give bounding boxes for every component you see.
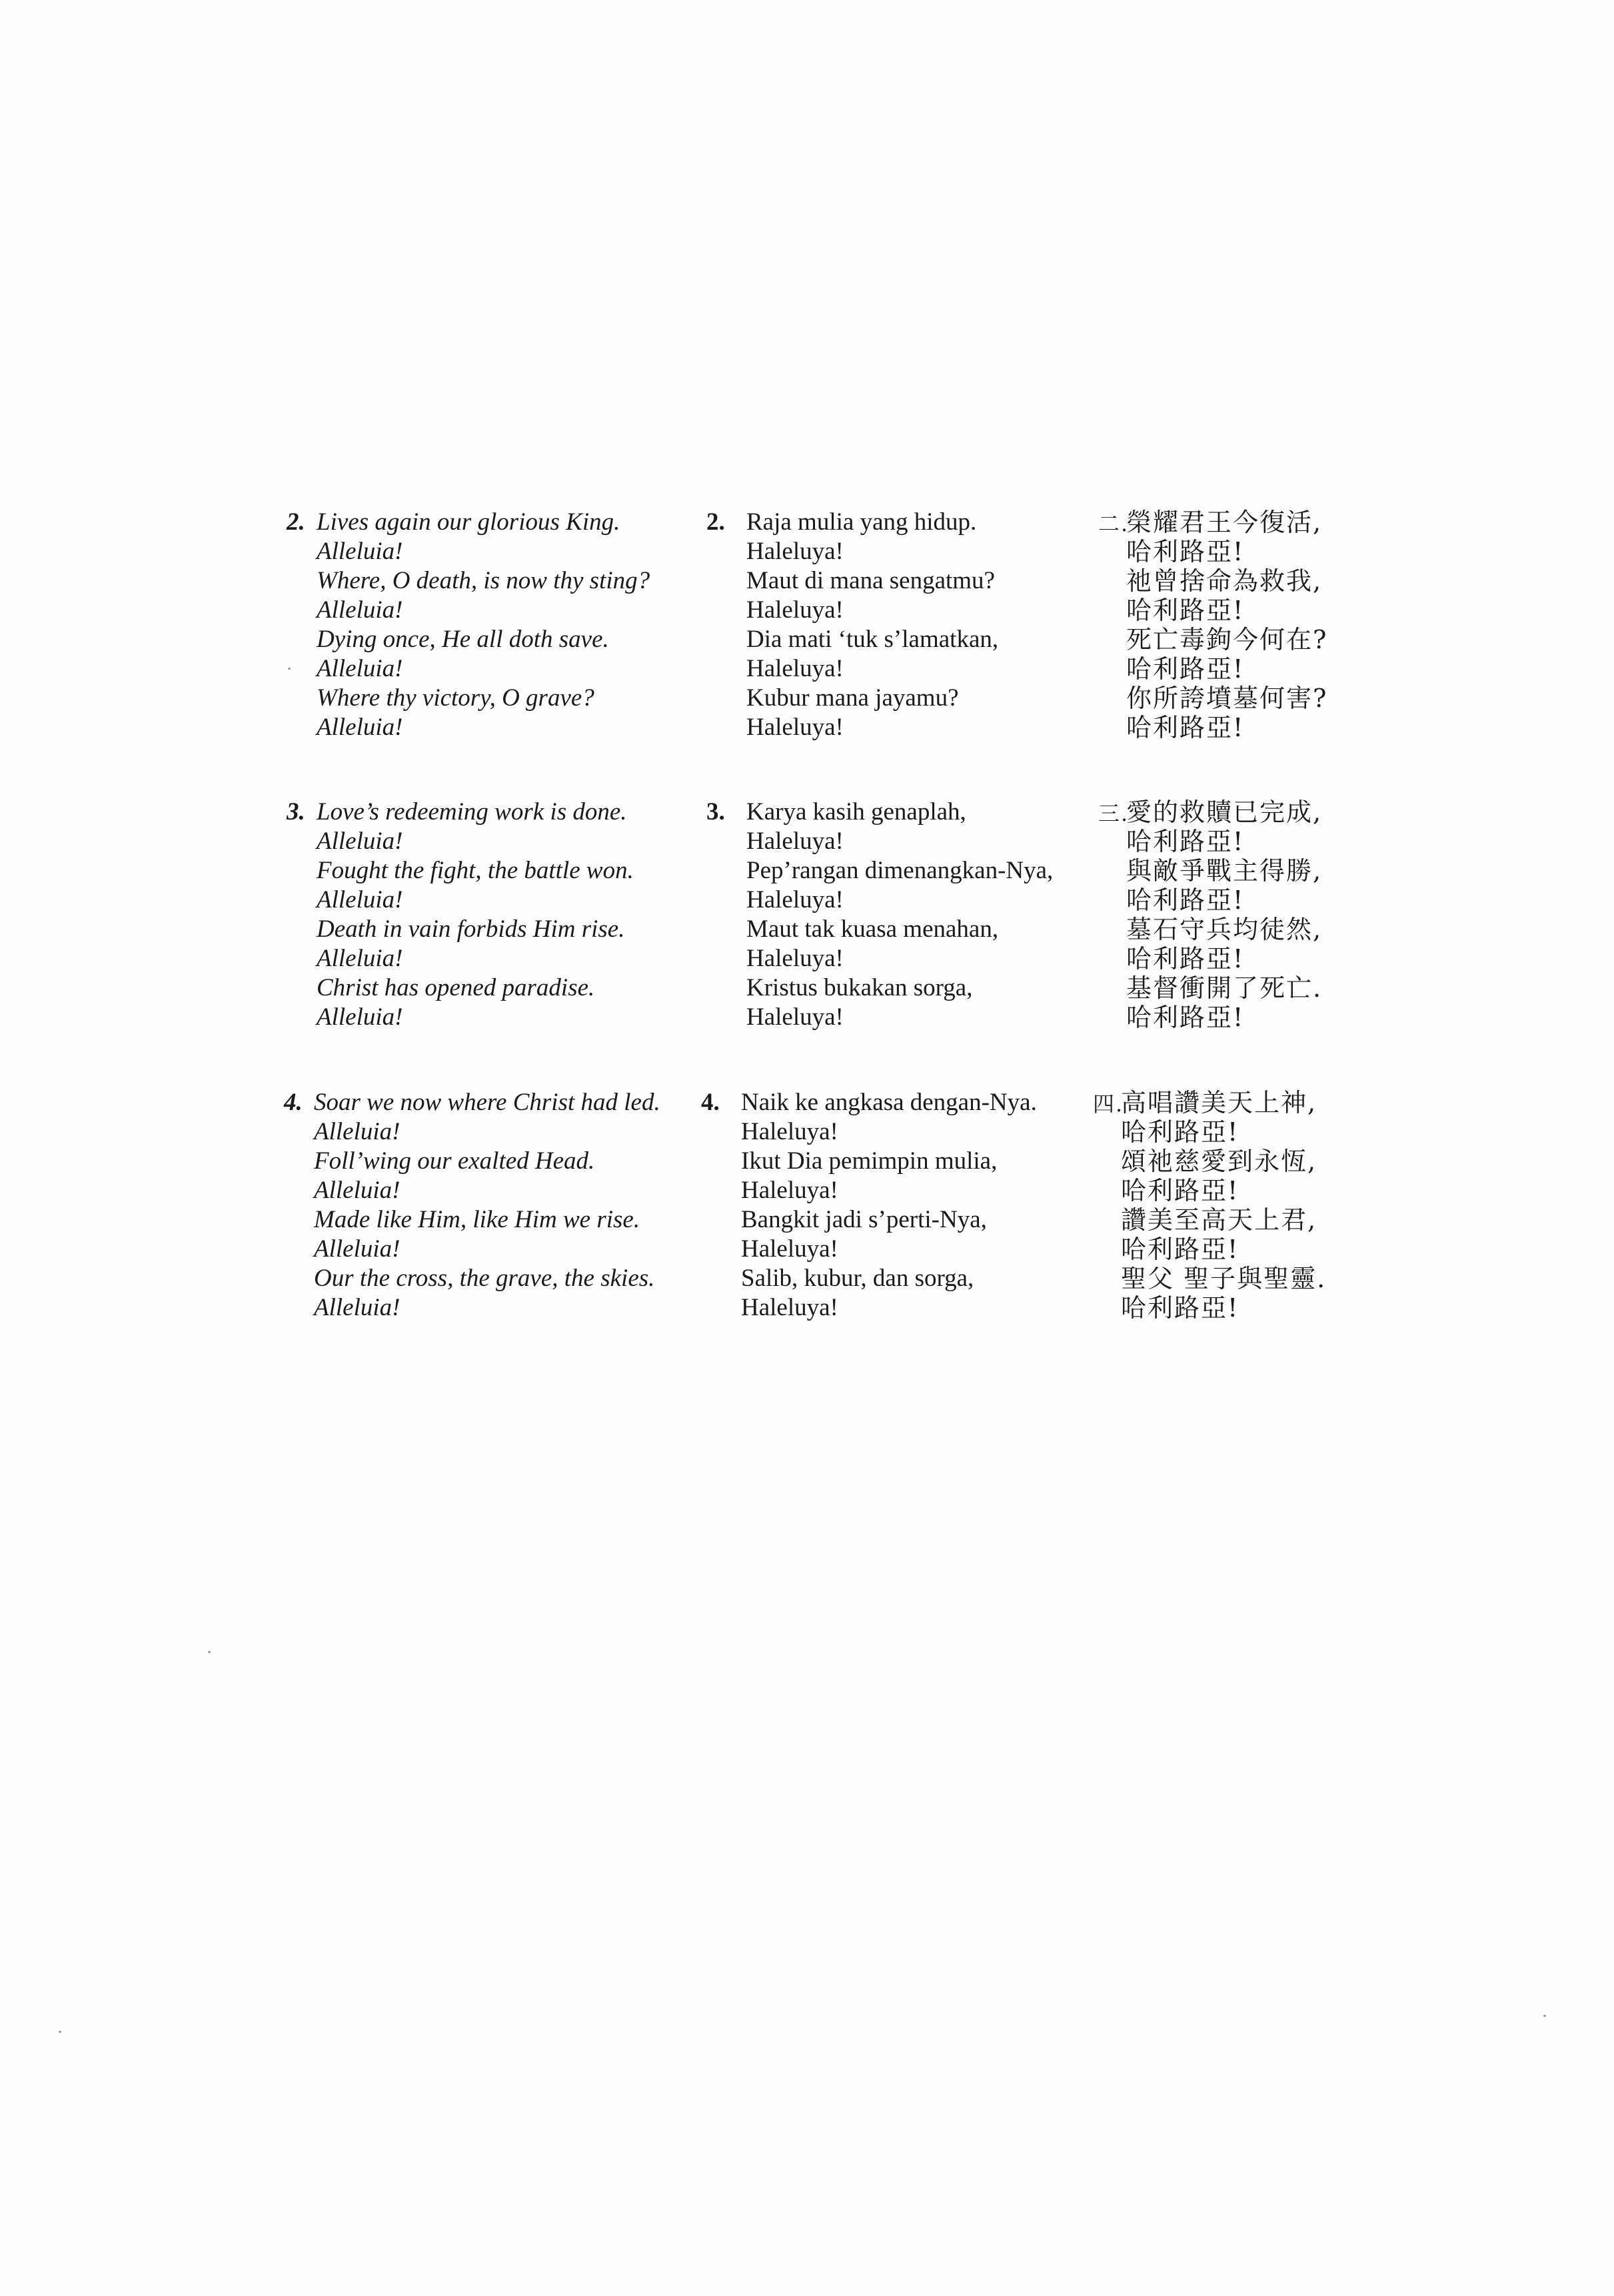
verse-line: 哈利路亞! bbox=[1121, 1293, 1239, 1323]
verse-3-indonesian bbox=[706, 798, 1053, 1032]
verse-line: 祂曾捨命為救我, bbox=[1126, 566, 1323, 596]
verse-line: Salib, kubur, dan sorga, bbox=[741, 1265, 974, 1292]
verse-line: Alleluia! bbox=[317, 886, 403, 913]
verse-line: Haleluya! bbox=[741, 1118, 838, 1145]
verse-line: Haleluya! bbox=[741, 1177, 838, 1204]
scan-speck bbox=[1543, 2015, 1546, 2017]
verse-number: 四. bbox=[1093, 1091, 1124, 1117]
verse-line: Haleluya! bbox=[746, 828, 844, 855]
verse-line: 哈利路亞! bbox=[1121, 1117, 1239, 1147]
verse-3-english bbox=[287, 798, 634, 1032]
verse-line: 讚美至高天上君, bbox=[1121, 1205, 1317, 1235]
verse-line: Soar we now where Christ had led. bbox=[314, 1089, 660, 1116]
verse-line: Haleluya! bbox=[746, 596, 844, 624]
verse-line: 與敵爭戰主得勝, bbox=[1126, 856, 1323, 885]
verse-line: Haleluya! bbox=[746, 886, 844, 913]
verse-line: Maut di mana sengatmu? bbox=[746, 567, 995, 594]
verse-line: Christ has opened paradise. bbox=[317, 974, 595, 1001]
verse-4-english bbox=[284, 1088, 660, 1323]
verse-line: 哈利路亞! bbox=[1126, 713, 1245, 742]
verse-line: 哈利路亞! bbox=[1126, 827, 1245, 856]
verse-line: Alleluia! bbox=[317, 945, 403, 972]
verse-2-indonesian bbox=[706, 508, 998, 742]
verse-line: Where thy victory, O grave? bbox=[317, 684, 594, 712]
verse-line: 基督衝開了死亡. bbox=[1126, 973, 1323, 1003]
verse-line: 哈利路亞! bbox=[1126, 654, 1245, 684]
verse-4-chinese bbox=[1093, 1088, 1326, 1323]
verse-number: 4. bbox=[701, 1089, 720, 1116]
verse-line: 你所誇墳墓何害? bbox=[1126, 684, 1328, 713]
verse-line: Alleluia! bbox=[314, 1177, 401, 1204]
verse-line: Naik ke angkasa dengan-Nya. bbox=[741, 1089, 1037, 1116]
verse-line: Kubur mana jayamu? bbox=[746, 684, 959, 712]
verse-line: Dying once, He all doth save. bbox=[317, 626, 609, 653]
verse-line: Haleluya! bbox=[746, 655, 844, 682]
verse-line: Alleluia! bbox=[317, 596, 403, 624]
verse-line: Fought the fight, the battle won. bbox=[317, 857, 634, 884]
verse-number: 二. bbox=[1098, 511, 1130, 536]
verse-line: 哈利路亞! bbox=[1121, 1176, 1239, 1205]
verse-line: Bangkit jadi s’perti-Nya, bbox=[741, 1206, 987, 1233]
verse-line: Made like Him, like Him we rise. bbox=[314, 1206, 640, 1233]
verse-line: 墓石守兵均徒然, bbox=[1126, 915, 1323, 944]
verse-line: Alleluia! bbox=[314, 1294, 401, 1321]
verse-number: 2. bbox=[287, 508, 305, 536]
verse-line: Our the cross, the grave, the skies. bbox=[314, 1265, 655, 1292]
verse-line: Where, O death, is now thy sting? bbox=[317, 567, 650, 594]
verse-line: Kristus bukakan sorga, bbox=[746, 974, 973, 1001]
verse-line: 哈利路亞! bbox=[1126, 885, 1245, 915]
verse-line: Alleluia! bbox=[317, 714, 403, 741]
verse-line: Alleluia! bbox=[317, 538, 403, 565]
verse-line: Alleluia! bbox=[314, 1118, 401, 1145]
scan-speck bbox=[59, 2031, 61, 2033]
scan-speck bbox=[288, 668, 291, 670]
verse-3-chinese bbox=[1098, 798, 1322, 1032]
verse-number: 4. bbox=[284, 1089, 303, 1116]
verse-line: 哈利路亞! bbox=[1126, 944, 1245, 973]
verse-line: Haleluya! bbox=[746, 1003, 844, 1031]
verse-line: Alleluia! bbox=[314, 1235, 401, 1263]
verse-line: Alleluia! bbox=[317, 1003, 403, 1031]
verse-line: 聖父 聖子與聖靈. bbox=[1121, 1264, 1327, 1293]
verse-line: 榮耀君王今復活, bbox=[1126, 508, 1323, 537]
verse-line: Dia mati ‘tuk s’lamatkan, bbox=[746, 626, 999, 653]
verse-line: 死亡毒鉤今何在? bbox=[1126, 625, 1328, 654]
verse-line: Haleluya! bbox=[741, 1294, 838, 1321]
verse-line: Ikut Dia pemimpin mulia, bbox=[741, 1147, 998, 1175]
verse-line: Love’s redeeming work is done. bbox=[317, 798, 627, 826]
verse-line: 哈利路亞! bbox=[1126, 1003, 1245, 1032]
verse-number: 3. bbox=[706, 798, 725, 826]
verse-line: Haleluya! bbox=[741, 1235, 838, 1263]
verse-line: Karya kasih genaplah, bbox=[746, 798, 966, 826]
verse-line: Alleluia! bbox=[317, 655, 403, 682]
verse-line: 愛的救贖已完成, bbox=[1126, 798, 1323, 827]
verse-number: 三. bbox=[1098, 801, 1130, 826]
verse-line: 高唱讚美天上神, bbox=[1121, 1088, 1317, 1117]
verse-number: 3. bbox=[287, 798, 305, 826]
verse-2-english bbox=[287, 508, 650, 742]
verse-line: 哈利路亞! bbox=[1121, 1235, 1239, 1264]
verse-line: Pep’rangan dimenangkan-Nya, bbox=[746, 857, 1054, 884]
verse-2-chinese bbox=[1098, 508, 1327, 742]
verse-line: 頌祂慈愛到永恆, bbox=[1121, 1147, 1317, 1176]
verse-line: Alleluia! bbox=[317, 828, 403, 855]
verse-line: Haleluya! bbox=[746, 945, 844, 972]
scan-speck bbox=[208, 1651, 211, 1653]
verse-line: Foll’wing our exalted Head. bbox=[314, 1147, 595, 1175]
verse-line: 哈利路亞! bbox=[1126, 596, 1245, 625]
verse-line: Haleluya! bbox=[746, 714, 844, 741]
verse-line: Maut tak kuasa menahan, bbox=[746, 915, 999, 943]
verse-line: Lives again our glorious King. bbox=[317, 508, 620, 536]
verse-number: 2. bbox=[706, 508, 725, 536]
verse-line: Death in vain forbids Him rise. bbox=[317, 915, 625, 943]
verse-line: 哈利路亞! bbox=[1126, 537, 1245, 566]
verse-4-indonesian bbox=[701, 1088, 1037, 1323]
verse-line: Raja mulia yang hidup. bbox=[746, 508, 977, 536]
verse-line: Haleluya! bbox=[746, 538, 844, 565]
